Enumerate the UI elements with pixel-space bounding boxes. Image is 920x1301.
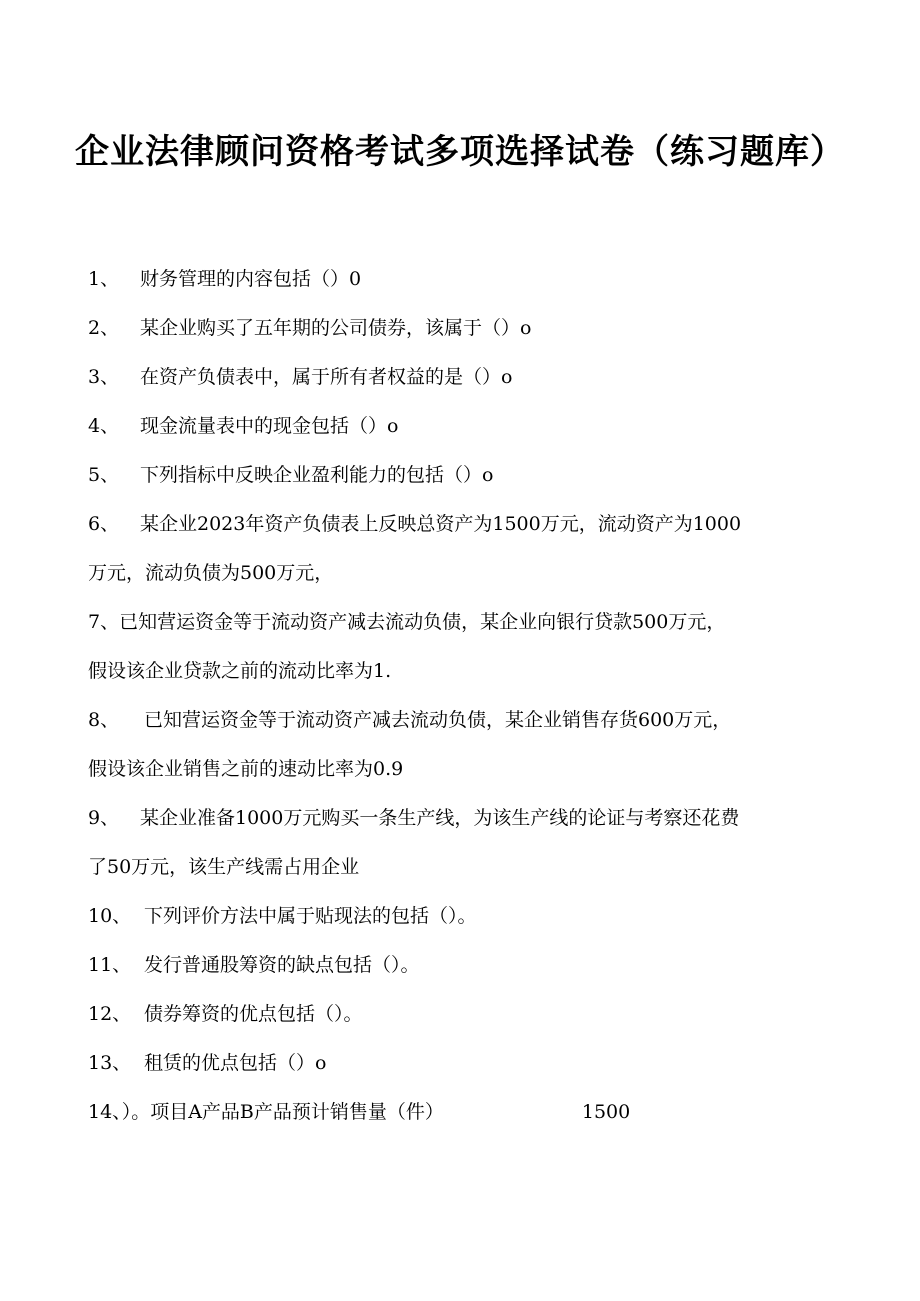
question-6 — [88, 512, 828, 536]
question-9 — [88, 806, 828, 830]
question-text: 已知营运资金等于流动资产减去流动负债，某企业向银行贷款500万元， — [119, 611, 726, 633]
question-text-continued: 假设该企业贷款之前的流动比率为1. — [88, 660, 392, 682]
question-4 — [88, 414, 828, 438]
question-number: 2、 — [88, 317, 120, 339]
question-12 — [88, 1002, 828, 1026]
question-8-continued — [88, 757, 828, 781]
question-text: 财务管理的内容包括（）0 — [140, 268, 362, 290]
question-6-continued — [88, 561, 828, 585]
question-text-continued: 万元，流动负债为500万元， — [88, 562, 334, 584]
page-title: 企业法律顾问资格考试多项选择试卷（练习题库） — [75, 132, 845, 172]
question-11 — [88, 953, 828, 977]
question-text: 债券筹资的优点包括（）。 — [144, 1003, 363, 1025]
question-number: 3、 — [88, 366, 120, 388]
question-number: 4、 — [88, 415, 120, 437]
question-text: 已知营运资金等于流动资产减去流动负债，某企业销售存货600万元， — [144, 709, 732, 731]
question-14 — [88, 1100, 828, 1124]
question-number: 5、 — [88, 464, 120, 486]
question-text-continued: 了50万元，该生产线需占用企业 — [88, 856, 360, 878]
question-number: 7、 — [88, 611, 120, 633]
question-9-continued — [88, 855, 828, 879]
question-number: 12、 — [88, 1003, 132, 1025]
question-7-continued — [88, 659, 828, 683]
question-number: 1、 — [88, 268, 120, 290]
question-number: 11、 — [88, 954, 132, 976]
question-text-continued: 假设该企业销售之前的速动比率为0.9 — [88, 758, 404, 780]
question-3 — [88, 365, 828, 389]
question-text: 某企业准备1000万元购买一条生产线，为该生产线的论证与考察还花费 — [140, 807, 740, 829]
question-number: 13、 — [88, 1052, 132, 1074]
question-text: 在资产负债表中，属于所有者权益的是（）o — [140, 366, 513, 388]
question-13 — [88, 1051, 828, 1075]
question-10 — [88, 904, 828, 928]
question-number: 8、 — [88, 709, 120, 731]
question-1 — [88, 267, 828, 291]
question-8 — [88, 708, 828, 732]
question-text: 下列指标中反映企业盈利能力的包括（）o — [140, 464, 494, 486]
question-number: 10、 — [88, 905, 132, 927]
question-number: 6、 — [88, 513, 120, 535]
question-text: ）。项目A产品B产品预计销售量（件） — [121, 1101, 444, 1123]
question-number: 9、 — [88, 807, 120, 829]
question-2 — [88, 316, 828, 340]
question-value: 1500 — [581, 1101, 631, 1123]
question-text: 发行普通股筹资的缺点包括（）。 — [144, 954, 420, 976]
question-text: 租赁的优点包括（）o — [144, 1052, 327, 1074]
question-text: 某企业购买了五年期的公司债券，该属于（）o — [140, 317, 532, 339]
question-number: 14、 — [88, 1101, 122, 1123]
question-text: 某企业2023年资产负债表上反映总资产为1500万元，流动资产为1000 — [140, 513, 742, 535]
question-7 — [88, 610, 828, 634]
question-5 — [88, 463, 828, 487]
question-text: 下列评价方法中属于贴现法的包括（）。 — [144, 905, 477, 927]
question-text: 现金流量表中的现金包括（）o — [140, 415, 399, 437]
